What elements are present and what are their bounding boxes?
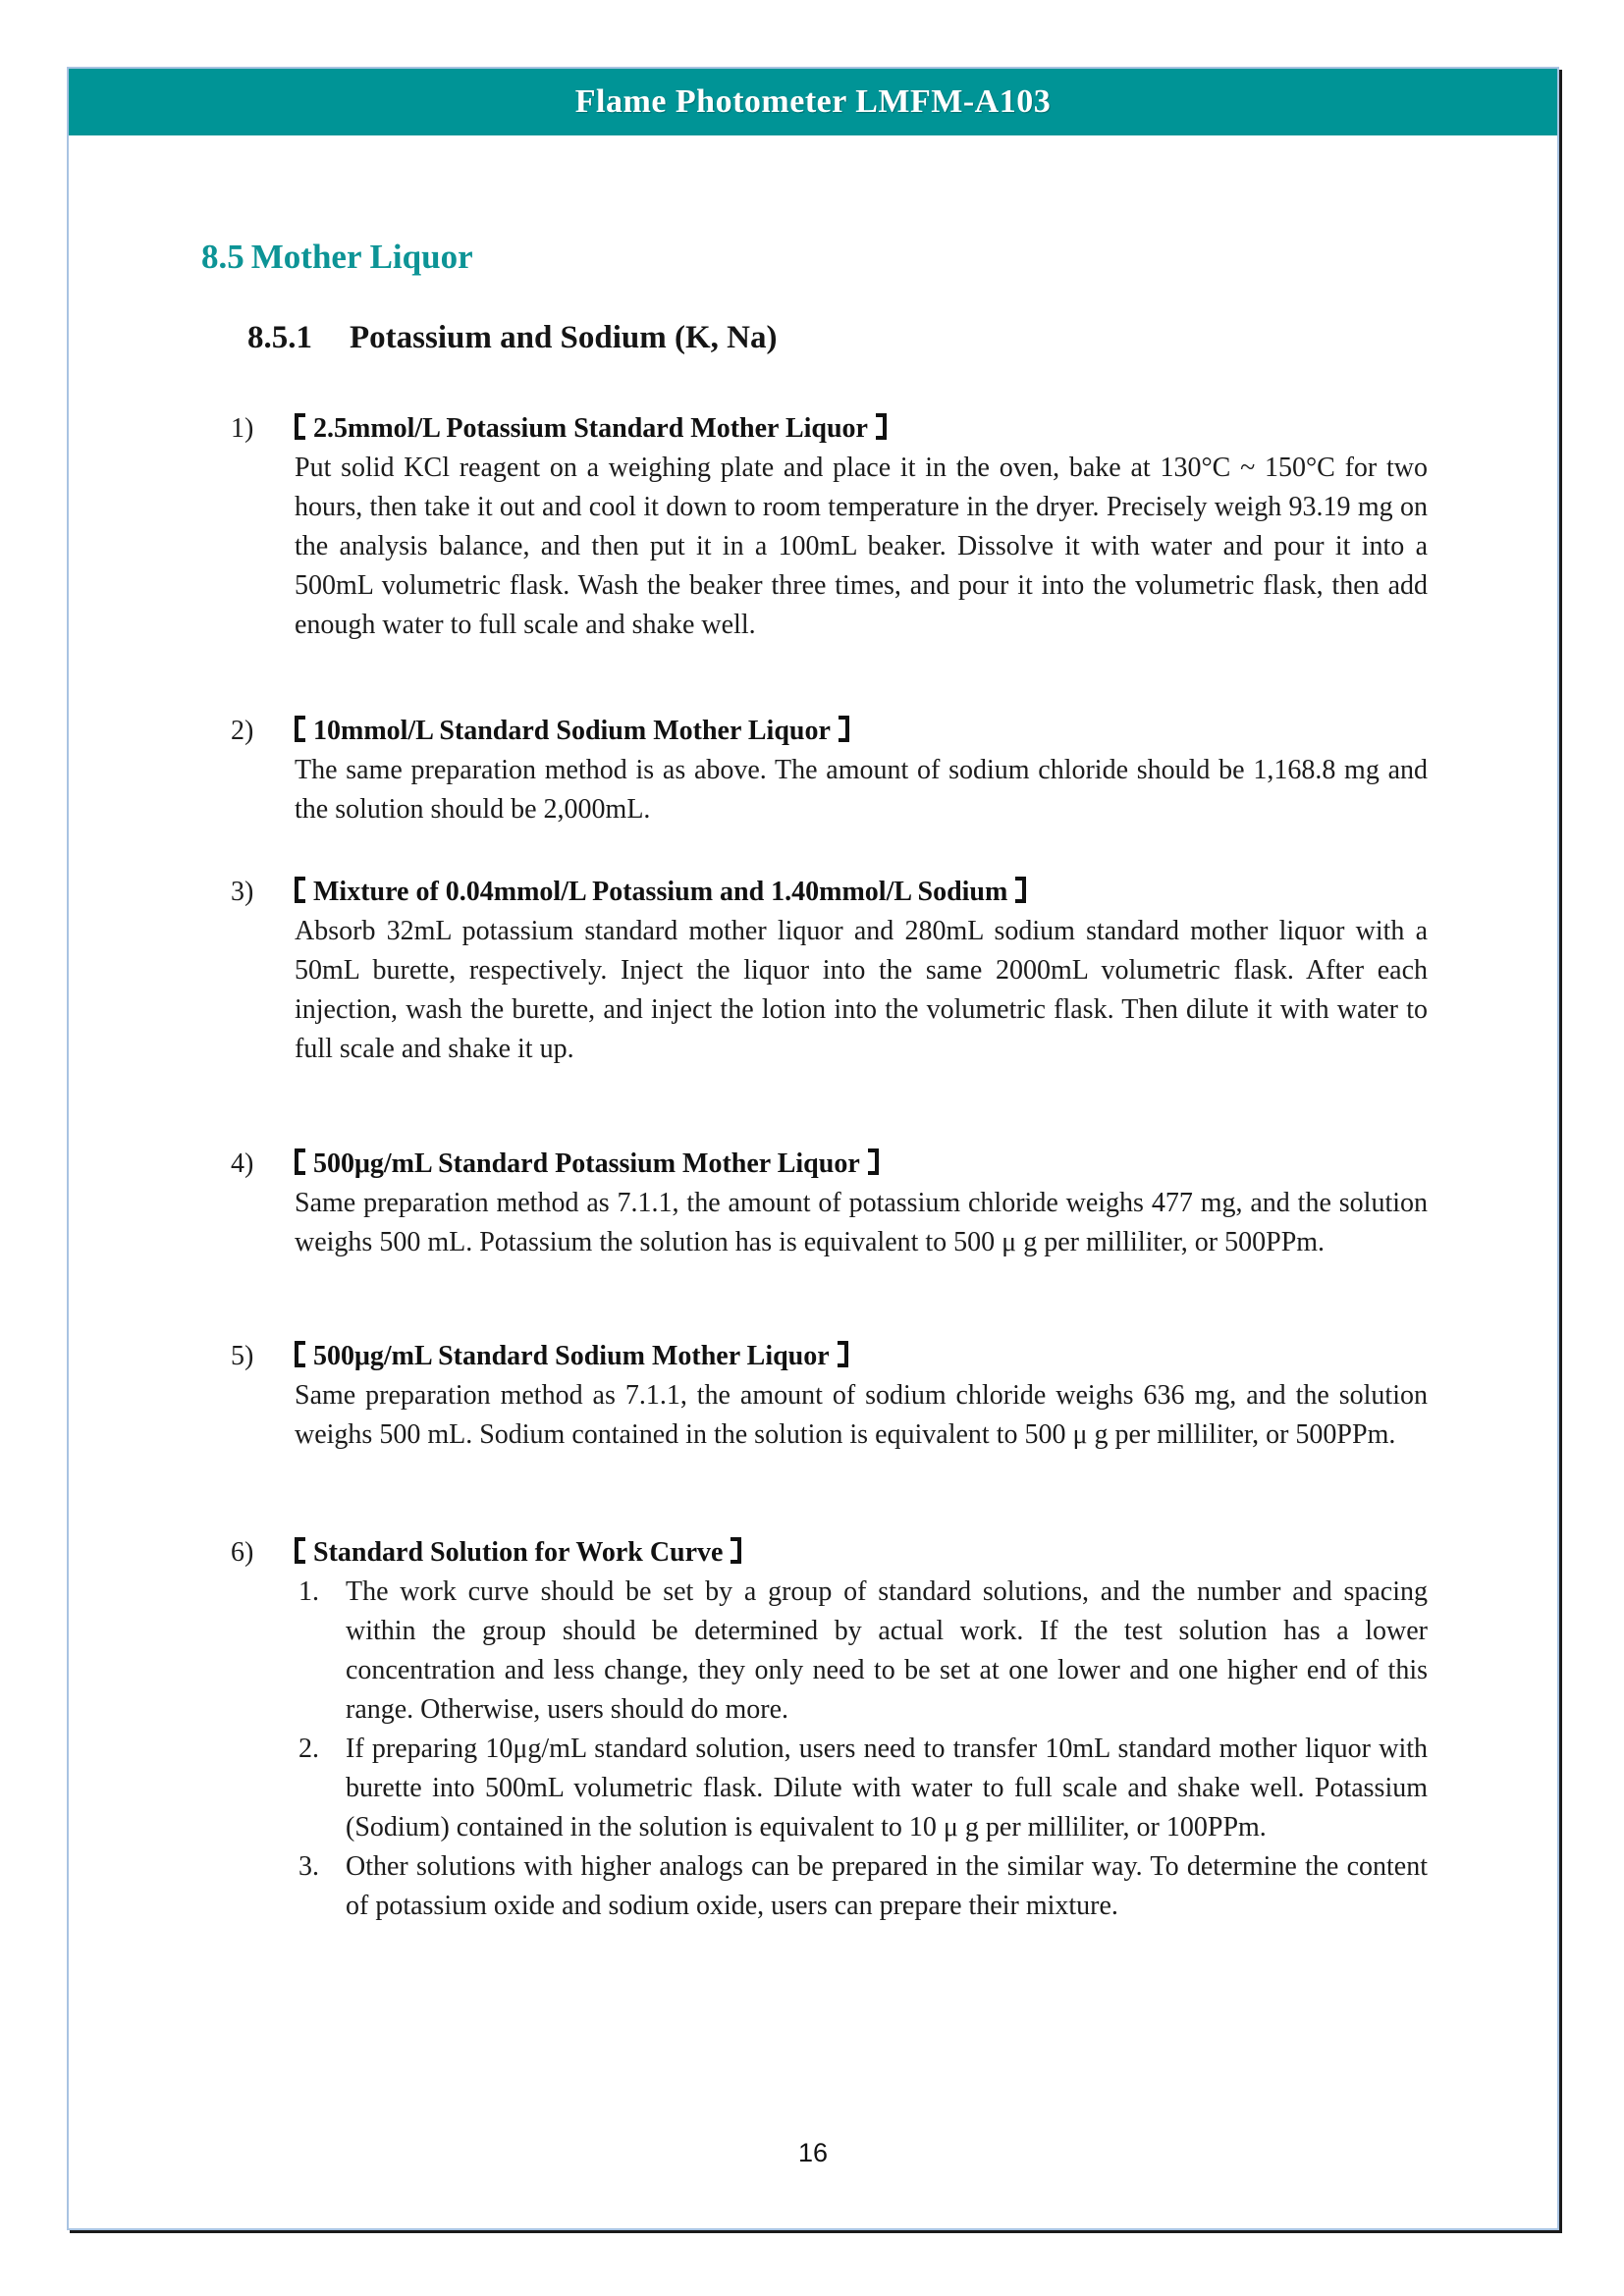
bracket-open-icon — [295, 1148, 305, 1175]
bracket-close-icon — [731, 1537, 741, 1564]
item-body: Same preparation method as 7.1.1, the amount of sodium chloride weighs 636 mg, and the solution weighs 500 mL. Sodium contained in the solution is equivalent to 500 μ g per milliliter, or 500PPm. — [295, 1380, 1428, 1450]
bracket-close-icon — [1015, 877, 1026, 903]
section-heading — [201, 236, 473, 279]
page-frame — [67, 67, 1559, 2230]
list-item-4 — [201, 1145, 1428, 1262]
item-marker: 5) — [231, 1341, 254, 1371]
list-item-6 — [201, 1533, 1428, 1926]
item-heading-text: 10mmol/L Standard Sodium Mother Liquor — [313, 716, 831, 746]
bracket-close-icon — [839, 716, 849, 742]
header-bar — [69, 69, 1557, 135]
item-body: Put solid KCl reagent on a weighing plate and place it in the oven, bake at 130°C ~ 150°C for two hours, then take it out and cool it down to room temperature in the dryer. Precisely weigh 93.19 mg on the analysis balance, and then put it in a 100mL beaker. Dissolve it with water and pour it into a 500mL volumetric flask. Wash the beaker three times, and pour it into the volumetric flask, then add enough water to full scale and shake well. — [295, 453, 1428, 640]
list-item-3 — [201, 873, 1428, 1069]
list-item-2 — [201, 712, 1428, 829]
subitem-marker: 2. — [298, 1734, 319, 1764]
item-heading — [295, 1533, 1428, 1573]
bracket-open-icon — [295, 1341, 305, 1367]
item-marker: 6) — [231, 1537, 254, 1568]
page-number: 16 — [797, 2138, 829, 2167]
item-heading-text: Standard Solution for Work Curve — [313, 1537, 724, 1568]
item-marker: 3) — [231, 877, 254, 907]
item-body: Absorb 32mL potassium standard mother liquor and 280mL sodium standard mother liquor with a 50mL burette, respectively. Inject the liquor into the same 2000mL volumetric flask. After each injection, wash the burette, and inject the lotion into the volumetric flask. Then dilute it with water to full scale and shake it up. — [295, 916, 1428, 1064]
item-marker: 2) — [231, 716, 254, 746]
subitem-text: Other solutions with higher analogs can be prepared in the similar way. To determine the content of potassium oxide and sodium oxide, users can prepare their mixture. — [346, 1851, 1428, 1921]
list-item-5 — [201, 1337, 1428, 1455]
item-heading — [295, 1145, 1428, 1184]
bracket-close-icon — [876, 413, 887, 440]
item-heading — [295, 712, 1428, 751]
list-item-1 — [201, 409, 1428, 645]
section-number: 8.5 — [201, 238, 244, 276]
item-heading-text: 500μg/mL Standard Sodium Mother Liquor — [313, 1341, 830, 1371]
section-title: Mother Liquor — [250, 238, 473, 276]
item-body: Same preparation method as 7.1.1, the amount of potassium chloride weighs 477 mg, and the solution weighs 500 mL. Potassium the solution has is equivalent to 500 μ g per milliliter, or 500PPm. — [295, 1188, 1428, 1257]
sub-list-item-2 — [295, 1730, 1428, 1847]
bracket-open-icon — [295, 716, 305, 742]
item-body: The same preparation method is as above. The amount of sodium chloride should be 1,168.8 mg and the solution should be 2,000mL. — [295, 755, 1428, 825]
item-heading — [295, 873, 1428, 912]
subsection-number: 8.5.1 — [247, 320, 312, 355]
subitem-text: The work curve should be set by a group of standard solutions, and the number and spacing within the group should be determined by actual work. If the test solution has a lower concentration and less change, they only need to be set at one lower and one higher end of this range. Otherwise, users should do more. — [346, 1576, 1428, 1725]
item-marker: 1) — [231, 413, 254, 444]
bracket-close-icon — [868, 1148, 879, 1175]
item-heading — [295, 409, 1428, 449]
subitem-marker: 3. — [298, 1851, 319, 1882]
item-heading-text: 500μg/mL Standard Potassium Mother Liquor — [313, 1148, 860, 1179]
bracket-open-icon — [295, 1537, 305, 1564]
item-heading — [295, 1337, 1428, 1376]
item-heading-text: 2.5mmol/L Potassium Standard Mother Liquor — [313, 413, 868, 444]
subitem-text: If preparing 10μg/mL standard solution, users need to transfer 10mL standard mother liquor with burette into 500mL volumetric flask. Dilute with water to full scale and shake well. Potassium (Sodium) contained in the solution is equivalent to 10 μ g per milliliter, or 100PPm. — [346, 1734, 1428, 1842]
bracket-open-icon — [295, 877, 305, 903]
bracket-open-icon — [295, 413, 305, 440]
subsection-title: Potassium and Sodium (K, Na) — [350, 320, 778, 355]
sub-list-item-1 — [295, 1573, 1428, 1730]
item-heading-text: Mixture of 0.04mmol/L Potassium and 1.40mmol/L Sodium — [313, 877, 1008, 907]
subsection-heading — [247, 316, 778, 359]
subitem-marker: 1. — [298, 1576, 319, 1607]
item-marker: 4) — [231, 1148, 254, 1179]
bracket-close-icon — [838, 1341, 848, 1367]
sub-list-item-3 — [295, 1847, 1428, 1926]
page-title: Flame Photometer LMFM-A103 — [574, 83, 1052, 120]
